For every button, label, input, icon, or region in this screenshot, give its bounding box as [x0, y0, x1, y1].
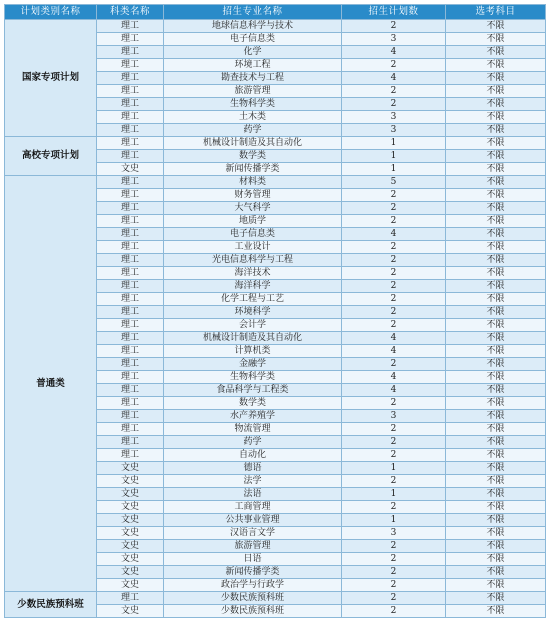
major-name-cell: 数学类 [164, 150, 342, 163]
plan-count-cell: 4 [342, 46, 446, 59]
required-subjects-cell: 不限 [446, 332, 546, 345]
required-subjects-cell: 不限 [446, 20, 546, 33]
plan-count-cell: 2 [342, 202, 446, 215]
subject-category-cell: 理工 [97, 319, 164, 332]
subject-category-cell: 文史 [97, 163, 164, 176]
major-name-cell: 地质学 [164, 215, 342, 228]
plan-category-cell: 国家专项计划 [5, 20, 97, 137]
plan-count-cell: 2 [342, 566, 446, 579]
major-name-cell: 工业设计 [164, 241, 342, 254]
major-name-cell: 日语 [164, 553, 342, 566]
plan-count-cell: 3 [342, 111, 446, 124]
plan-count-cell: 4 [342, 384, 446, 397]
major-name-cell: 环境工程 [164, 59, 342, 72]
table-row [5, 592, 546, 605]
major-name-cell: 机械设计制造及其自动化 [164, 137, 342, 150]
subject-category-cell: 文史 [97, 488, 164, 501]
required-subjects-cell: 不限 [446, 423, 546, 436]
plan-count-cell: 1 [342, 488, 446, 501]
required-subjects-cell: 不限 [446, 592, 546, 605]
major-name-cell: 生物科学类 [164, 371, 342, 384]
plan-count-cell: 2 [342, 215, 446, 228]
major-name-cell: 大气科学 [164, 202, 342, 215]
required-subjects-cell: 不限 [446, 410, 546, 423]
subject-category-cell: 理工 [97, 410, 164, 423]
subject-category-cell: 文史 [97, 475, 164, 488]
subject-category-cell: 理工 [97, 59, 164, 72]
subject-category-cell: 理工 [97, 228, 164, 241]
plan-count-cell: 3 [342, 410, 446, 423]
required-subjects-cell: 不限 [446, 488, 546, 501]
required-subjects-cell: 不限 [446, 540, 546, 553]
major-name-cell: 财务管理 [164, 189, 342, 202]
required-subjects-cell: 不限 [446, 189, 546, 202]
major-name-cell: 旅游管理 [164, 540, 342, 553]
subject-category-cell: 理工 [97, 254, 164, 267]
required-subjects-cell: 不限 [446, 98, 546, 111]
required-subjects-cell: 不限 [446, 306, 546, 319]
plan-count-cell: 3 [342, 33, 446, 46]
required-subjects-cell: 不限 [446, 163, 546, 176]
required-subjects-cell: 不限 [446, 397, 546, 410]
plan-count-cell: 2 [342, 267, 446, 280]
required-subjects-cell: 不限 [446, 241, 546, 254]
required-subjects-cell: 不限 [446, 514, 546, 527]
major-name-cell: 药学 [164, 124, 342, 137]
plan-count-cell: 4 [342, 371, 446, 384]
required-subjects-cell: 不限 [446, 605, 546, 618]
plan-count-cell: 2 [342, 553, 446, 566]
plan-count-cell: 2 [342, 189, 446, 202]
required-subjects-cell: 不限 [446, 176, 546, 189]
table-header-row [5, 5, 546, 20]
plan-count-cell: 2 [342, 306, 446, 319]
plan-count-cell: 2 [342, 397, 446, 410]
major-name-cell: 电子信息类 [164, 228, 342, 241]
major-name-cell: 新闻传播学类 [164, 163, 342, 176]
table-body [5, 20, 546, 618]
subject-category-cell: 理工 [97, 20, 164, 33]
required-subjects-cell: 不限 [446, 228, 546, 241]
plan-count-cell: 2 [342, 85, 446, 98]
major-name-cell: 汉语言文学 [164, 527, 342, 540]
major-name-cell: 海洋科学 [164, 280, 342, 293]
plan-category-cell: 高校专项计划 [5, 137, 97, 176]
subject-category-cell: 理工 [97, 358, 164, 371]
plan-count-cell: 4 [342, 345, 446, 358]
required-subjects-cell: 不限 [446, 85, 546, 98]
header-major-name: 招生专业名称 [164, 5, 342, 20]
plan-count-cell: 3 [342, 527, 446, 540]
major-name-cell: 地球信息科学与技术 [164, 20, 342, 33]
major-name-cell: 计算机类 [164, 345, 342, 358]
required-subjects-cell: 不限 [446, 111, 546, 124]
required-subjects-cell: 不限 [446, 475, 546, 488]
subject-category-cell: 文史 [97, 553, 164, 566]
plan-category-cell: 普通类 [5, 176, 97, 592]
required-subjects-cell: 不限 [446, 501, 546, 514]
major-name-cell: 机械设计制造及其自动化 [164, 332, 342, 345]
subject-category-cell: 理工 [97, 436, 164, 449]
plan-count-cell: 2 [342, 605, 446, 618]
subject-category-cell: 理工 [97, 98, 164, 111]
table-row [5, 176, 546, 189]
required-subjects-cell: 不限 [446, 436, 546, 449]
major-name-cell: 政治学与行政学 [164, 579, 342, 592]
major-name-cell: 化学工程与工艺 [164, 293, 342, 306]
plan-count-cell: 4 [342, 228, 446, 241]
plan-count-cell: 2 [342, 592, 446, 605]
required-subjects-cell: 不限 [446, 46, 546, 59]
major-name-cell: 物流管理 [164, 423, 342, 436]
major-name-cell: 勘查技术与工程 [164, 72, 342, 85]
plan-count-cell: 2 [342, 475, 446, 488]
subject-category-cell: 理工 [97, 293, 164, 306]
plan-count-cell: 2 [342, 254, 446, 267]
plan-count-cell: 1 [342, 163, 446, 176]
plan-count-cell: 2 [342, 579, 446, 592]
major-name-cell: 光电信息科学与工程 [164, 254, 342, 267]
major-name-cell: 环境科学 [164, 306, 342, 319]
major-name-cell: 法语 [164, 488, 342, 501]
required-subjects-cell: 不限 [446, 358, 546, 371]
subject-category-cell: 理工 [97, 397, 164, 410]
subject-category-cell: 理工 [97, 72, 164, 85]
header-plan-category: 计划类别名称 [5, 5, 97, 20]
plan-count-cell: 2 [342, 98, 446, 111]
subject-category-cell: 文史 [97, 514, 164, 527]
subject-category-cell: 理工 [97, 280, 164, 293]
subject-category-cell: 理工 [97, 202, 164, 215]
subject-category-cell: 理工 [97, 371, 164, 384]
admission-plan-table-container [4, 4, 545, 618]
subject-category-cell: 理工 [97, 592, 164, 605]
major-name-cell: 法学 [164, 475, 342, 488]
subject-category-cell: 理工 [97, 241, 164, 254]
subject-category-cell: 文史 [97, 605, 164, 618]
subject-category-cell: 文史 [97, 501, 164, 514]
major-name-cell: 德语 [164, 462, 342, 475]
admission-plan-table [4, 4, 546, 618]
subject-category-cell: 理工 [97, 423, 164, 436]
plan-count-cell: 2 [342, 241, 446, 254]
plan-category-cell: 少数民族预科班 [5, 592, 97, 618]
plan-count-cell: 4 [342, 72, 446, 85]
plan-count-cell: 2 [342, 293, 446, 306]
required-subjects-cell: 不限 [446, 137, 546, 150]
required-subjects-cell: 不限 [446, 72, 546, 85]
subject-category-cell: 理工 [97, 345, 164, 358]
required-subjects-cell: 不限 [446, 384, 546, 397]
plan-count-cell: 2 [342, 436, 446, 449]
required-subjects-cell: 不限 [446, 462, 546, 475]
header-required-subjects: 选考科目 [446, 5, 546, 20]
subject-category-cell: 理工 [97, 189, 164, 202]
major-name-cell: 少数民族预科班 [164, 605, 342, 618]
major-name-cell: 会计学 [164, 319, 342, 332]
required-subjects-cell: 不限 [446, 215, 546, 228]
major-name-cell: 少数民族预科班 [164, 592, 342, 605]
subject-category-cell: 理工 [97, 124, 164, 137]
major-name-cell: 药学 [164, 436, 342, 449]
major-name-cell: 电子信息类 [164, 33, 342, 46]
subject-category-cell: 理工 [97, 33, 164, 46]
subject-category-cell: 理工 [97, 137, 164, 150]
required-subjects-cell: 不限 [446, 527, 546, 540]
required-subjects-cell: 不限 [446, 449, 546, 462]
header-plan-count: 招生计划数 [342, 5, 446, 20]
required-subjects-cell: 不限 [446, 33, 546, 46]
major-name-cell: 自动化 [164, 449, 342, 462]
required-subjects-cell: 不限 [446, 566, 546, 579]
header-subject-category: 科类名称 [97, 5, 164, 20]
subject-category-cell: 理工 [97, 332, 164, 345]
required-subjects-cell: 不限 [446, 319, 546, 332]
major-name-cell: 食品科学与工程类 [164, 384, 342, 397]
major-name-cell: 数学类 [164, 397, 342, 410]
major-name-cell: 海洋技术 [164, 267, 342, 280]
subject-category-cell: 理工 [97, 176, 164, 189]
table-row [5, 20, 546, 33]
plan-count-cell: 5 [342, 176, 446, 189]
plan-count-cell: 2 [342, 358, 446, 371]
plan-count-cell: 3 [342, 124, 446, 137]
plan-count-cell: 2 [342, 501, 446, 514]
major-name-cell: 化学 [164, 46, 342, 59]
required-subjects-cell: 不限 [446, 345, 546, 358]
required-subjects-cell: 不限 [446, 124, 546, 137]
plan-count-cell: 2 [342, 20, 446, 33]
major-name-cell: 工商管理 [164, 501, 342, 514]
plan-count-cell: 2 [342, 423, 446, 436]
required-subjects-cell: 不限 [446, 293, 546, 306]
major-name-cell: 水产养殖学 [164, 410, 342, 423]
required-subjects-cell: 不限 [446, 267, 546, 280]
plan-count-cell: 1 [342, 462, 446, 475]
subject-category-cell: 理工 [97, 449, 164, 462]
table-row [5, 137, 546, 150]
subject-category-cell: 文史 [97, 527, 164, 540]
required-subjects-cell: 不限 [446, 254, 546, 267]
subject-category-cell: 文史 [97, 579, 164, 592]
required-subjects-cell: 不限 [446, 371, 546, 384]
required-subjects-cell: 不限 [446, 579, 546, 592]
required-subjects-cell: 不限 [446, 150, 546, 163]
required-subjects-cell: 不限 [446, 280, 546, 293]
plan-count-cell: 4 [342, 332, 446, 345]
plan-count-cell: 2 [342, 280, 446, 293]
major-name-cell: 材料类 [164, 176, 342, 189]
major-name-cell: 新闻传播学类 [164, 566, 342, 579]
required-subjects-cell: 不限 [446, 553, 546, 566]
subject-category-cell: 理工 [97, 85, 164, 98]
major-name-cell: 旅游管理 [164, 85, 342, 98]
major-name-cell: 土木类 [164, 111, 342, 124]
subject-category-cell: 文史 [97, 566, 164, 579]
plan-count-cell: 2 [342, 540, 446, 553]
plan-count-cell: 1 [342, 150, 446, 163]
subject-category-cell: 文史 [97, 462, 164, 475]
plan-count-cell: 1 [342, 137, 446, 150]
required-subjects-cell: 不限 [446, 59, 546, 72]
subject-category-cell: 理工 [97, 215, 164, 228]
subject-category-cell: 理工 [97, 46, 164, 59]
subject-category-cell: 理工 [97, 306, 164, 319]
major-name-cell: 公共事业管理 [164, 514, 342, 527]
plan-count-cell: 2 [342, 449, 446, 462]
subject-category-cell: 理工 [97, 384, 164, 397]
subject-category-cell: 理工 [97, 111, 164, 124]
plan-count-cell: 1 [342, 514, 446, 527]
plan-count-cell: 2 [342, 59, 446, 72]
major-name-cell: 金融学 [164, 358, 342, 371]
required-subjects-cell: 不限 [446, 202, 546, 215]
plan-count-cell: 2 [342, 319, 446, 332]
subject-category-cell: 理工 [97, 150, 164, 163]
subject-category-cell: 理工 [97, 267, 164, 280]
major-name-cell: 生物科学类 [164, 98, 342, 111]
subject-category-cell: 文史 [97, 540, 164, 553]
